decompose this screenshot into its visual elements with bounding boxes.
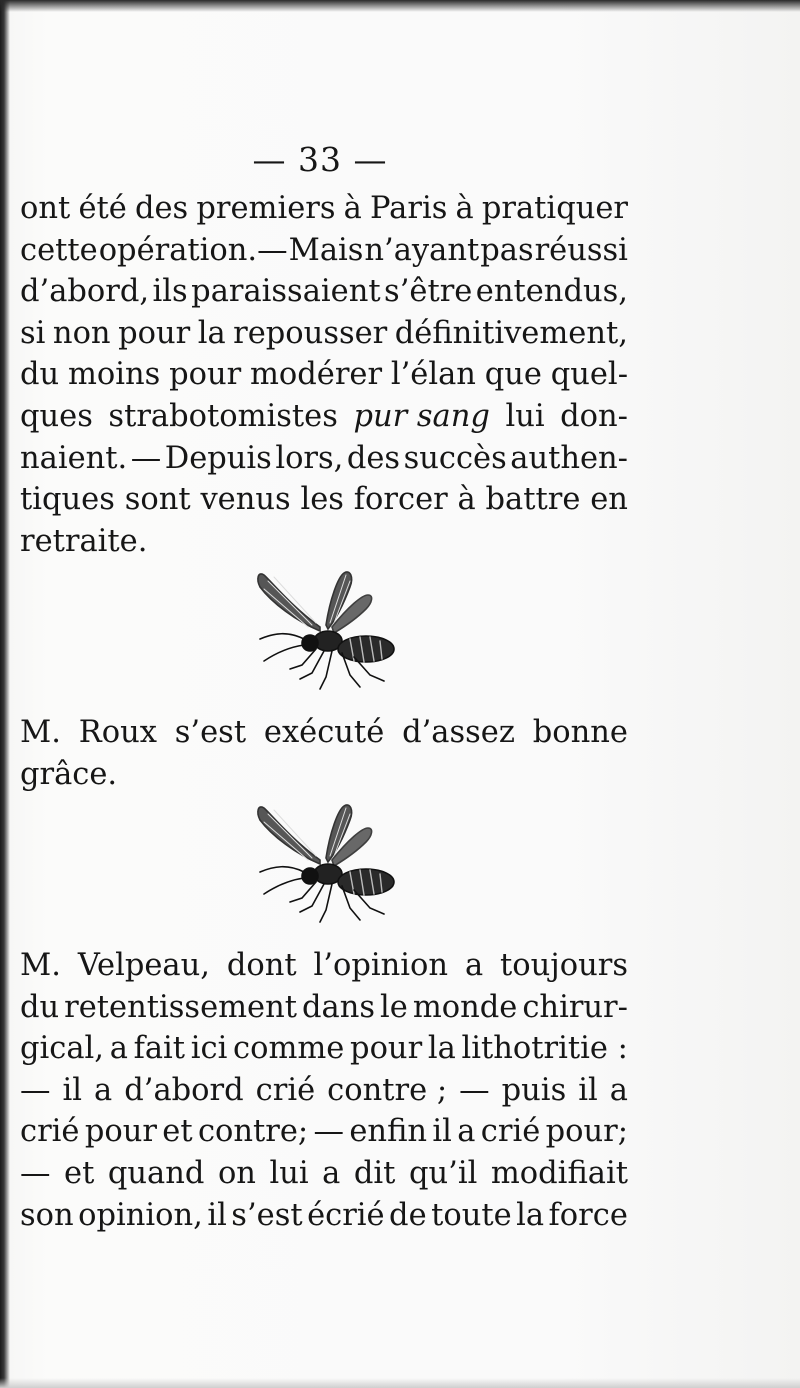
word: venus	[200, 482, 291, 518]
bee-icon	[250, 798, 400, 928]
word: opération.—	[98, 232, 288, 268]
word: puis	[501, 1072, 567, 1108]
text-line	[20, 754, 628, 796]
word: si	[20, 315, 46, 351]
word: —	[313, 1114, 345, 1150]
word: toujours	[500, 948, 628, 983]
word: Roux	[78, 715, 157, 750]
word: grâce.	[20, 756, 118, 792]
word: moins	[67, 357, 161, 393]
word: d’abord	[124, 1072, 244, 1108]
word: contre ;	[327, 1072, 448, 1108]
word: —	[20, 1155, 51, 1191]
word: crié	[255, 1072, 316, 1108]
word: de	[389, 1197, 427, 1233]
word: a	[322, 1155, 341, 1191]
word: il	[578, 1072, 598, 1108]
word: réussi	[534, 232, 628, 268]
word: dans	[302, 989, 376, 1025]
text-line	[20, 945, 628, 987]
word: enfin	[349, 1114, 428, 1150]
text-line	[20, 438, 628, 480]
word: pour	[84, 1114, 157, 1150]
word: opinion,	[78, 1197, 203, 1233]
word: retraite.	[20, 523, 148, 559]
paragraph-1	[20, 188, 628, 562]
word: du	[20, 989, 60, 1025]
word: n’ayant	[364, 232, 480, 268]
word: naient.	[20, 440, 128, 476]
word: modifiait	[490, 1155, 628, 1191]
word: les	[300, 482, 344, 518]
word: a	[464, 948, 484, 983]
word: sont	[124, 482, 191, 518]
text-line	[20, 987, 628, 1029]
text-line	[20, 313, 628, 355]
word: strabotomistes	[108, 398, 338, 434]
word: Velpeau,	[77, 948, 210, 983]
word: fait	[133, 1031, 186, 1067]
word: a	[109, 1031, 128, 1067]
word: été	[78, 191, 127, 226]
word: —	[130, 440, 162, 476]
word: qu’il	[408, 1155, 478, 1191]
word: lui	[505, 398, 545, 434]
text-line	[20, 712, 628, 754]
word: tiques	[20, 482, 115, 518]
word: chirur-	[522, 989, 628, 1025]
word: lithotritie :	[461, 1031, 628, 1067]
word: M.	[20, 715, 61, 750]
text-line	[20, 1070, 628, 1112]
word: dont	[226, 948, 297, 983]
word: il	[432, 1114, 452, 1150]
word: du	[20, 357, 60, 393]
word: s’être	[384, 274, 473, 310]
word: —	[459, 1072, 490, 1108]
word: dit	[353, 1155, 396, 1191]
word: pour	[350, 1031, 423, 1067]
word: force	[548, 1197, 628, 1233]
word: Depuis	[164, 440, 272, 476]
word: crié	[480, 1114, 541, 1150]
word: bonne	[532, 715, 628, 750]
word: son	[20, 1197, 74, 1233]
word: don-	[560, 398, 628, 434]
word: définitivement,	[394, 315, 628, 351]
text-line	[20, 1111, 628, 1153]
word: la	[516, 1197, 545, 1233]
text-line	[20, 1195, 628, 1237]
word: toute	[431, 1197, 512, 1233]
word: Paris	[370, 191, 448, 226]
word: il	[207, 1197, 227, 1233]
word: d’assez	[402, 715, 515, 750]
word: entendus,	[475, 274, 628, 310]
word: pratiquer	[481, 191, 628, 226]
word: pour;	[545, 1114, 628, 1150]
word: —	[20, 1072, 51, 1108]
word: non	[52, 315, 111, 351]
paragraph-3	[20, 945, 628, 1236]
word: pur sang	[353, 398, 490, 434]
word: pas	[480, 232, 534, 268]
word: lui	[269, 1155, 309, 1191]
word: modérer	[249, 357, 383, 393]
word: et	[64, 1155, 95, 1191]
word: gical,	[20, 1031, 104, 1067]
word: et	[162, 1114, 193, 1150]
page-top-shadow	[0, 0, 800, 12]
word: a	[457, 1114, 476, 1150]
page-edge-shadow	[0, 0, 10, 1388]
word: ici	[190, 1031, 228, 1067]
word: on	[217, 1155, 256, 1191]
word: des	[134, 191, 189, 226]
word: a	[609, 1072, 628, 1108]
text-line	[20, 1153, 628, 1195]
word: s’est	[174, 715, 247, 750]
word: pour	[169, 357, 242, 393]
word: quand	[107, 1155, 205, 1191]
word: pour	[118, 315, 191, 351]
word: contre;	[197, 1114, 309, 1150]
word: repousser	[233, 315, 388, 351]
text-line	[20, 1028, 628, 1070]
word: écrié	[307, 1197, 385, 1233]
word: à	[455, 191, 474, 226]
word: exécuté	[263, 715, 385, 750]
text-line	[20, 230, 628, 272]
word: premiers	[196, 191, 336, 226]
word: en	[590, 482, 628, 518]
word: comme	[233, 1031, 345, 1067]
text-line	[20, 396, 628, 438]
word: lors,	[275, 440, 344, 476]
word: s’est	[231, 1197, 303, 1233]
text-line	[20, 271, 628, 313]
page-bottom-shadow	[0, 1378, 800, 1388]
word: à	[343, 191, 362, 226]
text-line	[20, 479, 628, 521]
word: M.	[20, 948, 61, 983]
word: forcer	[353, 482, 448, 518]
word: Mais	[288, 232, 364, 268]
word: à	[457, 482, 476, 518]
word: ils	[152, 274, 188, 310]
bee-icon	[250, 565, 400, 695]
word: retentissement	[64, 989, 297, 1025]
word: crié	[20, 1114, 80, 1150]
word: ques	[20, 398, 93, 434]
text-line	[20, 188, 628, 230]
word: succès	[403, 440, 507, 476]
word: que	[484, 357, 542, 393]
word: monde	[412, 989, 518, 1025]
word: battre	[485, 482, 581, 518]
word: authen-	[510, 440, 628, 476]
word: ont	[20, 191, 71, 226]
word: paraissaient	[191, 274, 381, 310]
word: quel-	[550, 357, 628, 393]
text-line	[20, 521, 628, 563]
word: a	[94, 1072, 113, 1108]
word: l’élan	[390, 357, 476, 393]
word: cette	[20, 232, 98, 268]
paragraph-2	[20, 712, 628, 795]
word: il	[62, 1072, 83, 1108]
word: le	[380, 989, 408, 1025]
word: des	[346, 440, 401, 476]
page-number: — 33 —	[252, 140, 388, 179]
text-line	[20, 354, 628, 396]
word: la	[197, 315, 226, 351]
word: l’opinion	[313, 948, 449, 983]
word: la	[427, 1031, 456, 1067]
word: d’abord,	[20, 274, 150, 310]
